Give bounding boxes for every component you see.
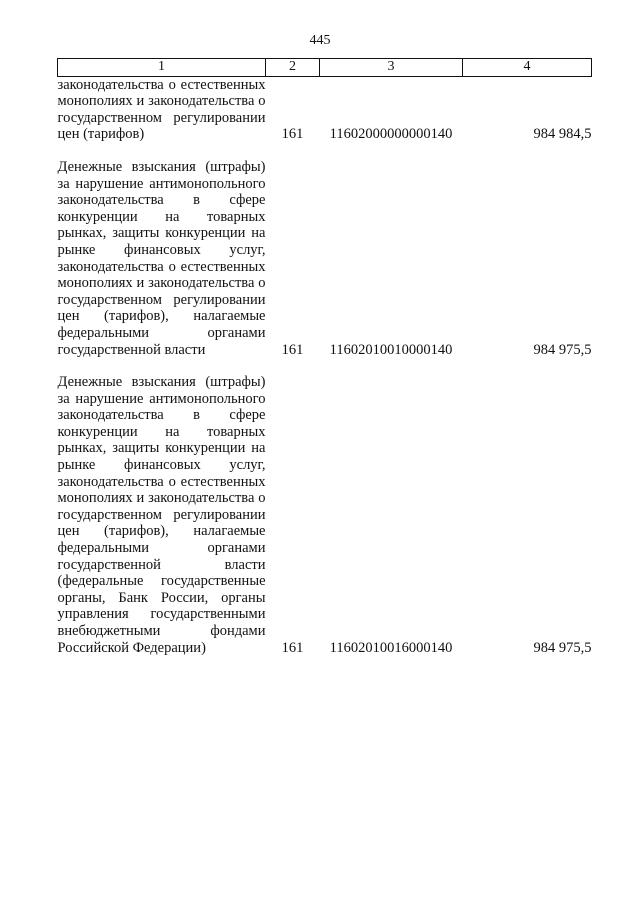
row-admin-code: 161 [281,341,304,358]
table-row [58,374,592,656]
row-admin-code: 161 [281,126,304,143]
row-amount: 984 975,5 [533,341,592,358]
row-description: Денежные взыскания (штрафы) за нарушение антимонопольного законодательства в сфере конкуренции на товарных рынках, защиты конкуренции на рынке финансовых услуг, законодательства о естественных монополиях и законодательства о государственном регулировании цен (тарифов), налагаемые федеральными органами государственной власти [57,158,266,358]
column-header-2: 2 [266,59,320,77]
column-header-1: 1 [58,59,266,77]
table-header [58,59,592,77]
row-budget-code: 11602000000000140 [329,126,453,143]
revenue-table [57,58,592,656]
row-admin-code: 161 [281,639,304,656]
row-amount: 984 984,5 [533,126,592,143]
table-row [58,76,592,143]
table-row [58,159,592,358]
row-spacer [58,358,592,374]
row-budget-code: 11602010016000140 [329,639,453,656]
page-number: 445 [309,33,331,48]
row-description: Денежные взыскания (штрафы) за нарушение антимонопольного законодательства в сфере конкуренции на товарных рынках, защиты конкуренции на рынке финансовых услуг, законодательства о естественных монополиях и законодательства о государственном регулировании цен (тарифов), налагаемые федеральными органами государственной власти (федеральные государственные органы, Банк России, органы управления государственными внебюджетными фондами Российской Федерации) [57,374,266,656]
column-header-4: 4 [463,59,592,77]
row-spacer [58,143,592,159]
row-budget-code: 11602010010000140 [329,341,453,358]
column-header-3: 3 [320,59,463,77]
row-description: законодательства о естественных монополиях и законодательства о государственном регулировании цен (тарифов) [57,76,266,143]
row-amount: 984 975,5 [533,639,592,656]
